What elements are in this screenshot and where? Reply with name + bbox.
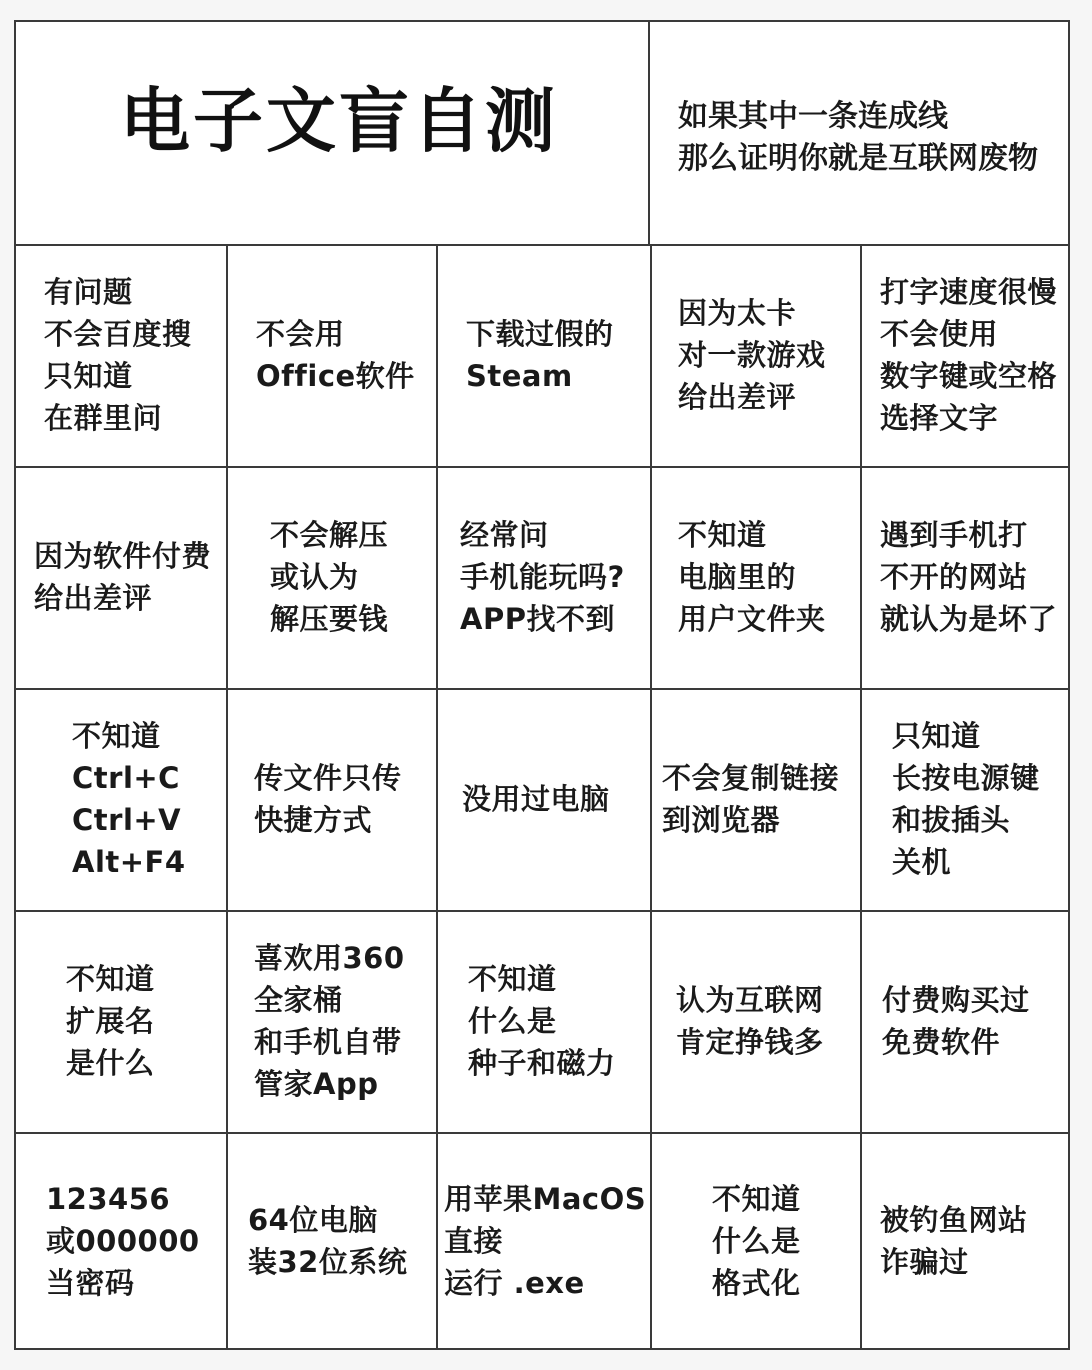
bingo-cell-r4-c5 <box>860 910 1068 1132</box>
bingo-cell-r4-c2 <box>226 910 436 1132</box>
bingo-cell-text: 64位电脑 装32位系统 <box>248 1203 408 1279</box>
bingo-cell-text: 经常问 手机能玩吗? APP找不到 <box>460 518 625 636</box>
bingo-cell-r5-c5 <box>860 1132 1068 1350</box>
bingo-cell-text: 打字速度很慢 不会使用 数字键或空格 选择文字 <box>880 275 1058 435</box>
bingo-cell-text: 用苹果MacOS 直接 运行 .exe <box>444 1182 647 1300</box>
bingo-sheet <box>14 20 1070 1350</box>
bingo-cell-r2-c1 <box>16 466 226 688</box>
bingo-cell-text: 不会用 Office软件 <box>256 317 415 393</box>
bingo-cell-text: 不知道 电脑里的 用户文件夹 <box>678 518 826 636</box>
bingo-cell-r4-c4 <box>650 910 860 1132</box>
bingo-cell-text: 不知道 什么是 种子和磁力 <box>468 962 616 1080</box>
bingo-cell-r1-c2 <box>226 244 436 466</box>
bingo-cell-r3-c1 <box>16 688 226 910</box>
bingo-cell-r5-c3 <box>436 1132 650 1350</box>
bingo-cell-r1-c4 <box>650 244 860 466</box>
bingo-cell-r1-c3 <box>436 244 650 466</box>
bingo-cell-text: 不知道 扩展名 是什么 <box>66 962 155 1080</box>
bingo-cell-text: 遇到手机打 不开的网站 就认为是坏了 <box>880 518 1058 636</box>
bingo-cell-r3-c2 <box>226 688 436 910</box>
bingo-cell-r5-c1 <box>16 1132 226 1350</box>
bingo-cell-r1-c1 <box>16 244 226 466</box>
bingo-cell-text: 被钓鱼网站 诈骗过 <box>880 1203 1028 1279</box>
bingo-cell-r4-c3 <box>436 910 650 1132</box>
bingo-cell-r2-c2 <box>226 466 436 688</box>
bingo-cell-r4-c1 <box>16 910 226 1132</box>
bingo-cell-r2-c5 <box>860 466 1068 688</box>
page-title: 电子文盲自测 <box>120 80 558 162</box>
bingo-cell-text: 下载过假的 Steam <box>466 317 614 393</box>
bingo-cell-r3-c3 <box>436 688 650 910</box>
bingo-cell-text: 123456 或000000 当密码 <box>46 1182 200 1300</box>
bingo-cell-text: 传文件只传 快捷方式 <box>254 761 402 837</box>
bingo-cell-text: 喜欢用360 全家桶 和手机自带 管家App <box>254 941 405 1101</box>
bingo-cell-text: 不会复制链接 到浏览器 <box>662 761 840 837</box>
bingo-cell-r3-c5 <box>860 688 1068 910</box>
bingo-cell-text: 只知道 长按电源键 和拔插头 关机 <box>892 719 1040 879</box>
bingo-cell-r5-c4 <box>650 1132 860 1350</box>
bingo-cell-text: 没用过电脑 <box>462 782 610 816</box>
bingo-cell-text: 因为软件付费 给出差评 <box>34 539 212 615</box>
bingo-cell-text: 有问题 不会百度搜 只知道 在群里问 <box>44 275 192 435</box>
bingo-cell-text: 认为互联网 肯定挣钱多 <box>676 983 824 1059</box>
bingo-cell-r5-c2 <box>226 1132 436 1350</box>
bingo-cell-r2-c3 <box>436 466 650 688</box>
bingo-cell-text: 付费购买过 免费软件 <box>882 983 1030 1059</box>
bingo-cell-r3-c4 <box>650 688 860 910</box>
bingo-cell-text: 不知道 什么是 格式化 <box>712 1182 801 1300</box>
subtitle-line-1: 如果其中一条连成线 <box>678 99 948 134</box>
page-subtitle <box>678 96 1038 180</box>
subtitle-line-2: 那么证明你就是互联网废物 <box>678 141 1038 176</box>
bingo-cell-text: 不会解压 或认为 解压要钱 <box>270 518 389 636</box>
bingo-cell-text: 因为太卡 对一款游戏 给出差评 <box>678 296 826 414</box>
bingo-cell-r1-c5 <box>860 244 1068 466</box>
bingo-cell-r2-c4 <box>650 466 860 688</box>
bingo-cell-text: 不知道 Ctrl+C Ctrl+V Alt+F4 <box>72 719 186 879</box>
header-divider <box>648 22 650 244</box>
